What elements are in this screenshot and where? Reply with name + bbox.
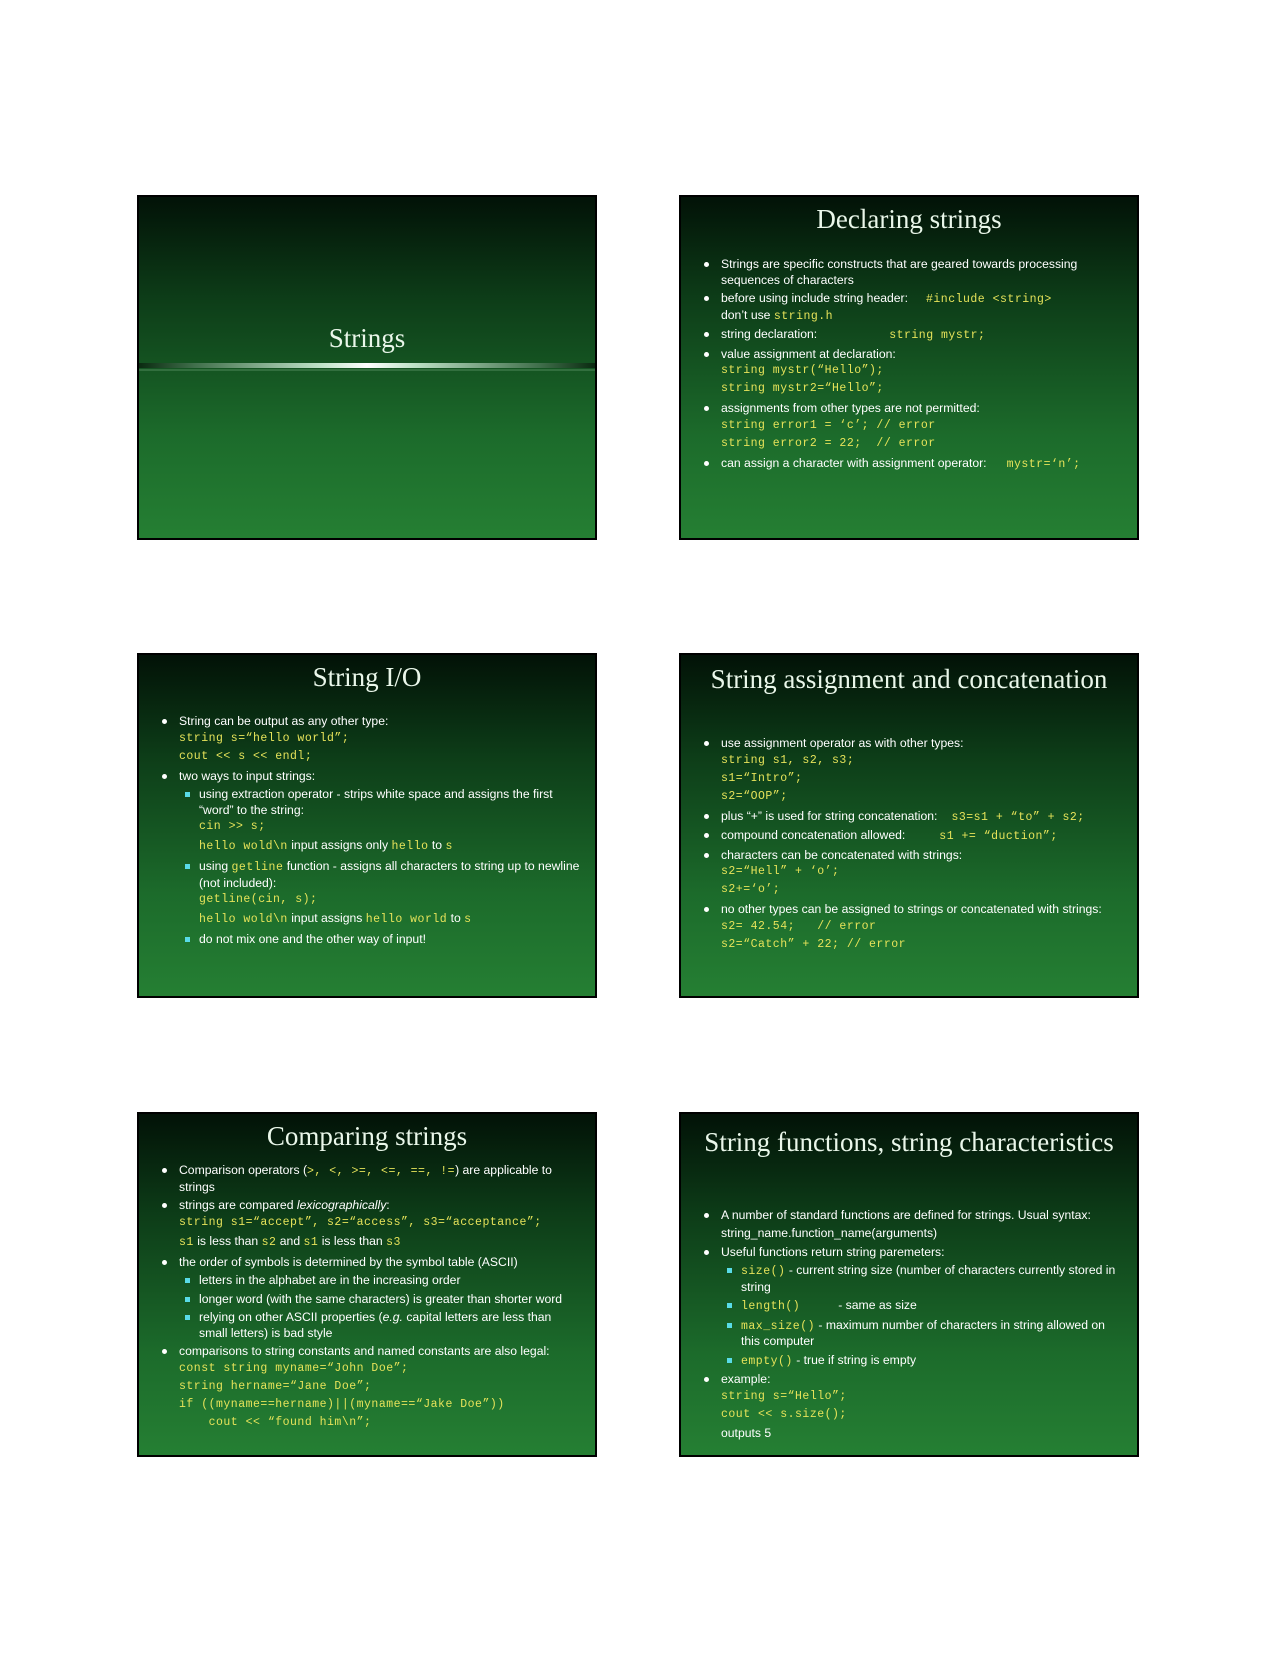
code-line: string error2 = 22; // error xyxy=(721,436,936,450)
slide-assignment-concatenation xyxy=(679,653,1139,998)
bullet xyxy=(681,902,1137,954)
bullet xyxy=(681,828,1137,845)
bullet-text: - current string size (number of characters currently stored in string xyxy=(741,1263,1116,1294)
bullet-text: ) are applicable to strings xyxy=(179,1163,552,1194)
sub-bullet xyxy=(681,1318,1137,1350)
mixed-line xyxy=(199,836,583,856)
bullet-text: - true if string is empty xyxy=(796,1352,917,1367)
bullet-text: - maximum number of characters in string allowed on this computer xyxy=(741,1317,1105,1348)
code-line: string s1=“accept”, s2=“access”, s3=“acceptance”; xyxy=(179,1215,542,1229)
bullet xyxy=(681,347,1137,399)
code-line: string s=“Hello”; xyxy=(721,1389,847,1403)
bullet xyxy=(139,714,595,766)
sub-bullet xyxy=(139,1292,595,1308)
code-line: string mystr(“Hello”); xyxy=(721,364,884,377)
code-inline: s xyxy=(445,840,453,853)
code-inline: s3=s1 + “to” + s2; xyxy=(951,810,1085,824)
code-inline: hello wold\n xyxy=(199,840,288,853)
line-text: input assigns only xyxy=(291,838,389,852)
bullet-text: plus “+” is used for string concatenation: xyxy=(721,808,938,823)
sub-bullet xyxy=(139,1310,595,1341)
bullet xyxy=(139,1255,595,1271)
code-line: string s1, s2, s3; xyxy=(721,753,855,767)
bullet-text: String can be output as any other type: xyxy=(179,714,389,728)
code-line: string hername=“Jane Doe”; xyxy=(179,1379,372,1393)
code-inline: s2 xyxy=(261,1235,277,1249)
bullet xyxy=(681,1208,1137,1242)
code-inline: max_size() xyxy=(741,1319,816,1333)
code-line: cout << s << endl; xyxy=(179,749,313,763)
code-inline: hello world xyxy=(365,913,448,926)
slide-title: Strings xyxy=(328,323,406,353)
code-line: cin >> s; xyxy=(199,820,266,833)
bullet xyxy=(681,327,1137,344)
sub-bullet xyxy=(681,1353,1137,1370)
code-inline: mystr=‘n’; xyxy=(1006,457,1081,471)
bullet xyxy=(681,456,1137,473)
code-line: s2=“Hell” + ‘o’; xyxy=(721,865,840,878)
sub-bullet xyxy=(681,1298,1137,1315)
bullet xyxy=(681,736,1137,806)
bullet-text: can assign a character with assignment operator: xyxy=(721,455,987,470)
bullet-text: using extraction operator - strips white space and assigns the first “word” to the string: xyxy=(199,787,553,817)
slide-title: String assignment and concatenation xyxy=(710,664,1108,694)
bullet xyxy=(681,1372,1137,1442)
bullet xyxy=(681,809,1137,826)
bullet-text: before using include string header: xyxy=(721,291,908,305)
code-inline: getline xyxy=(231,861,284,874)
code-line: cout << “found him\n”; xyxy=(179,1415,372,1429)
bullet-list xyxy=(681,257,1137,475)
emphasis-text: lexicographically xyxy=(296,1198,387,1212)
bullet-text: : xyxy=(386,1198,390,1212)
code-line: s1=“Intro”; xyxy=(721,771,803,785)
bullet-text: example: xyxy=(721,1372,771,1386)
bullet xyxy=(139,1344,595,1432)
bullet-text: Comparison operators ( xyxy=(179,1163,308,1177)
bullet-text: Useful functions return string paremeters: xyxy=(721,1244,945,1259)
code-line: s2=“Catch” + 22; // error xyxy=(721,937,907,951)
title-divider xyxy=(139,363,595,368)
bullet-list xyxy=(681,1208,1137,1445)
line-text: is less than xyxy=(197,1233,259,1248)
bullet-text: relying on other ASCII properties ( xyxy=(199,1310,383,1324)
code-line: if ((myname==hername)||(myname==“Jake Doe”)) xyxy=(179,1397,505,1411)
title-divider-shadow xyxy=(139,369,595,371)
code-inline: size() xyxy=(741,1265,786,1278)
slide-string-functions xyxy=(679,1112,1139,1457)
bullet-text: using xyxy=(199,859,229,873)
slide-string-io xyxy=(137,653,597,998)
bullet xyxy=(139,1163,595,1195)
bullet-text: value assignment at declaration: xyxy=(721,346,896,361)
emphasis-text: e.g. xyxy=(382,1310,403,1324)
slide-declaring-strings xyxy=(679,195,1139,540)
bullet-text: A number of standard functions are defined for strings. Usual syntax: xyxy=(721,1208,1091,1222)
sub-bullet xyxy=(681,1263,1137,1295)
line-text: is less than xyxy=(321,1233,383,1248)
bullet-text: no other types can be assigned to strings or concatenated with strings: xyxy=(721,902,1102,916)
code-line: getline(cin, s); xyxy=(199,893,318,906)
code-inline: string mystr; xyxy=(889,329,986,342)
code-line: s2=“OOP”; xyxy=(721,789,788,803)
plain-line: outputs 5 xyxy=(721,1425,772,1440)
bullet-text: comparisons to string constants and named constants are also legal: xyxy=(179,1344,550,1358)
code-inline: length() xyxy=(741,1300,801,1313)
bullet-text: use assignment operator as with other types: xyxy=(721,736,964,750)
line-text: to xyxy=(431,838,443,852)
code-inline: s1 xyxy=(179,1235,194,1249)
code-inline: s xyxy=(464,913,472,926)
mixed-line xyxy=(179,1232,585,1252)
slide-strings-title xyxy=(137,195,597,540)
code-line: string s=“hello world”; xyxy=(179,731,350,745)
code-inline: string.h xyxy=(773,309,834,323)
slide-title: String functions, string characteristics xyxy=(704,1127,1114,1157)
bullet-text: capital letters are less than small letters) is bad style xyxy=(199,1310,552,1340)
slide-title: Declaring strings xyxy=(816,204,1002,234)
bullet-text: string declaration: xyxy=(721,327,818,341)
code-line: cout << s.size(); xyxy=(721,1407,847,1421)
bullet-text: Strings are specific constructs that are geared towards processing sequences of characters xyxy=(721,257,1078,287)
sub-bullet xyxy=(139,932,595,948)
bullet-text: strings are compared xyxy=(179,1198,294,1212)
bullet-list xyxy=(681,736,1137,957)
code-line: const string myname=“John Doe”; xyxy=(179,1361,409,1375)
bullet-text: assignments from other types are not permitted: xyxy=(721,401,980,415)
code-inline: hello wold\n xyxy=(199,913,288,926)
code-line: s2+=‘o’; xyxy=(721,883,781,896)
line-text: input assigns xyxy=(291,911,363,925)
code-line: string error1 = ‘c’; // error xyxy=(721,418,936,432)
code-inline: s1 xyxy=(303,1235,319,1249)
code-inline: s1 += “duction”; xyxy=(939,830,1058,843)
code-inline: empty() xyxy=(741,1354,793,1368)
code-inline: s3 xyxy=(386,1235,401,1249)
mixed-line xyxy=(199,909,583,929)
bullet xyxy=(139,769,595,785)
line-text: to xyxy=(450,911,461,925)
bullet xyxy=(681,291,1137,324)
code-inline: >, <, >=, <=, ==, != xyxy=(307,1165,456,1178)
bullet-list xyxy=(139,1163,595,1435)
bullet xyxy=(681,1245,1137,1261)
code-line: string mystr2=“Hello”; xyxy=(721,382,884,395)
bullet-text: two ways to input strings: xyxy=(179,768,316,783)
bullet xyxy=(681,848,1137,900)
bullet-text: longer word (with the same characters) is greater than shorter word xyxy=(199,1291,563,1306)
bullet-text: function - assigns all characters to string up to newline (not included): xyxy=(199,859,580,890)
line-text: and xyxy=(279,1233,301,1248)
bullet xyxy=(139,1198,595,1252)
bullet xyxy=(681,257,1137,288)
bullet-text: compound concatenation allowed: xyxy=(721,828,906,842)
slide-title: Comparing strings xyxy=(266,1121,468,1151)
bullet-text: characters can be concatenated with strings: xyxy=(721,847,963,862)
code-inline: hello xyxy=(391,840,429,853)
bullet-text: don’t use xyxy=(721,307,771,322)
bullet-text: the order of symbols is determined by the symbol table (ASCII) xyxy=(179,1254,518,1269)
slide-title: String I/O xyxy=(312,662,422,692)
bullet-text: do not mix one and the other way of input! xyxy=(199,932,426,946)
code-line: s2= 42.54; // error xyxy=(721,919,877,933)
sub-bullet xyxy=(139,787,595,856)
plain-line: string_name.function_name(arguments) xyxy=(721,1225,938,1240)
sub-bullet xyxy=(139,859,595,929)
bullet-text: - same as size xyxy=(838,1298,917,1312)
slide-comparing-strings xyxy=(137,1112,597,1457)
sub-bullet xyxy=(139,1273,595,1289)
bullet-list xyxy=(139,714,595,951)
bullet-text: letters in the alphabet are in the increasing order xyxy=(199,1273,461,1287)
code-inline: #include <string> xyxy=(926,293,1052,306)
bullet xyxy=(681,401,1137,453)
